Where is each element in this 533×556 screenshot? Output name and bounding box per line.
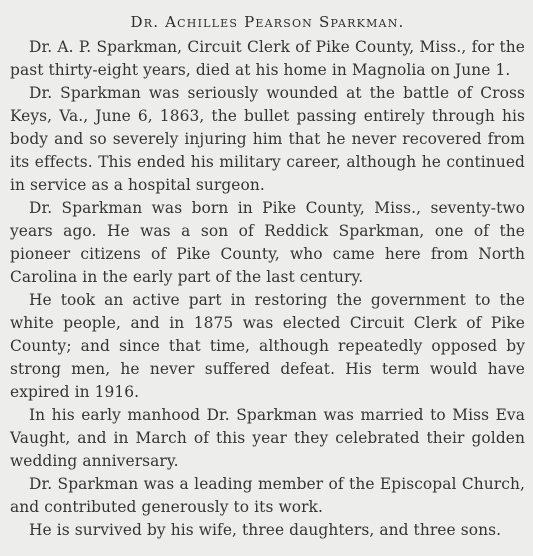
paragraph-birth-family: Dr. Sparkman was born in Pike County, Miss., seventy-two years ago. He was a son of Reddick Sparkman, one of the pioneer citizens of Pike County, who came here from North Carolina in the early part of the last century. (10, 199, 525, 286)
paragraph-war-wound: Dr. Sparkman was seriously wounded at the battle of Cross Keys, Va., June 6, 1863, the bullet passing entirely through his body and so severely injuring him that he never recovered from its effects. This ended his military career, although he continued in service as a hospital surgeon. (10, 84, 525, 194)
paragraph-death-notice: Dr. A. P. Sparkman, Circuit Clerk of Pike County, Miss., for the past thirty-eight years, died at his home in Magnolia on June 1. (10, 38, 525, 79)
paragraph-political-career: He took an active part in restoring the government to the white people, and in 1875 was elected Circuit Clerk of Pike County; and since that time, although repeatedly opposed by strong men, he never suffered defeat. His term would have expired in 1916. (10, 291, 525, 401)
paragraph-marriage: In his early manhood Dr. Sparkman was married to Miss Eva Vaught, and in March of this year they celebrated their golden wedding anniversary. (10, 406, 525, 470)
article-title: Dr. Achilles Pearson Sparkman. (130, 13, 405, 31)
paragraph-church: Dr. Sparkman was a leading member of the Episcopal Church, and contributed generously to its work. (10, 475, 525, 516)
paragraph-survivors: He is survived by his wife, three daughters, and three sons. (29, 521, 502, 539)
